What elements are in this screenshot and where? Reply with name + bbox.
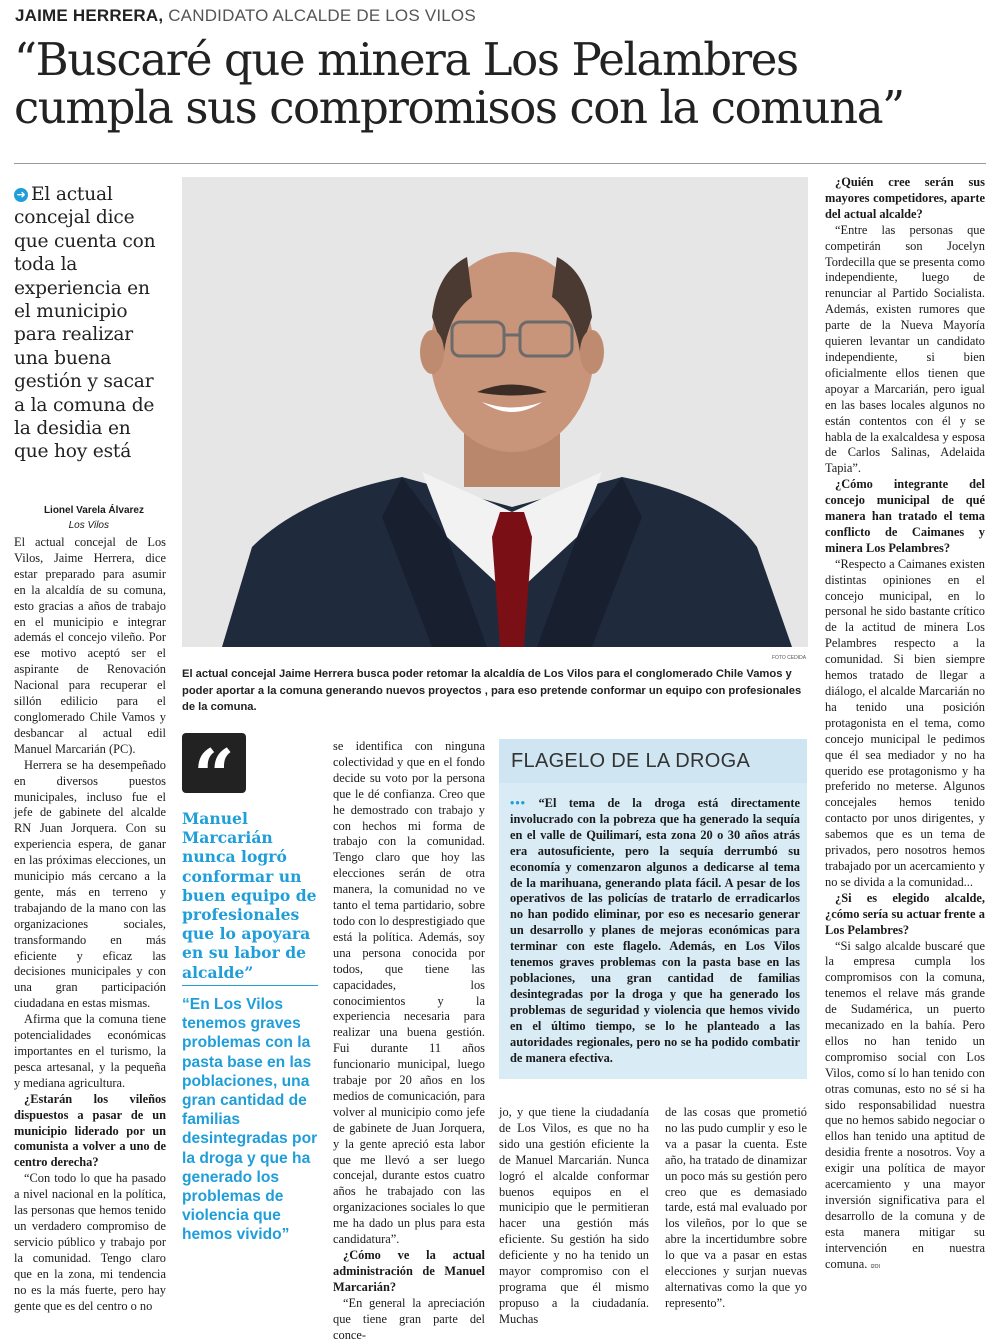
pull-quote-2: “En Los Vilos tenemos graves problemas con la pasta base en las poblaciones, una gran cantidad de familias desintegradas por la droga y que ha generado los problemas de violencia que hemos vivido” [182,996,318,1244]
lede [14,183,164,464]
column-3 [333,739,485,1343]
column-6 [825,175,985,1276]
bullet-dots-icon: ••• [510,796,527,810]
photo-credit: FOTO CEDIDA [772,655,807,661]
column-1 [14,535,166,1314]
byline-place: Los Vilos [68,520,109,531]
paragraph [825,939,985,1276]
paragraph-text: “Si salgo alcalde buscaré que la empresa cumpla los compromisos con la comuna, tenemos el relave más grande de Sudamérica, un puerto mecanizado en la bahía. Pero ellos no han tenido un compromiso social con Los Vilos, como sí lo han tenido con otras comunas, esto no sé si ha sido responsabilidad nuestra que no hemos sabido negociar o ellos han tenido una aptitud de desidia frente a nosotros. Voy a exigir una política de mayor acercamiento y una mayor inversión significativa para el desarrollo de la comuna y de esta manera mitigar su intervención en nuestra comuna. [825,938,985,1271]
paragraph: El actual concejal de Los Vilos, Jaime Herrera, dice estar preparado para asumir en la alcaldía de su comuna, esto gracias a años de trabajo en el municipio e integrar además el concejo vileño. Por ese motivo aceptó ser el aspirante de Renovación Nacional para recuperar el sillón edilicio para el conglomerado Chile Vamos y desbancar al actual edil Manuel Marcarián (PC). [14,535,166,756]
headline-line-1: “Buscaré que minera Los Pelambres [14,33,798,86]
headline [14,33,989,134]
interview-question: ¿Si es elegido alcalde, ¿cómo sería su actuar frente a Los Pelambres? [825,890,985,937]
paragraph: de las cosas que prometió no las pudo cumplir y eso le va a pasar la cuenta. Este año, ha tratado de dinamizar un poco más su gestión pero creo que es demasiado tarde, está mal evaluado por los vileños, por lo que se abre la incertidumbre sobre lo que va a pasar en estas elecciones y surjan nuevas alternativas como la que yo represento”. [665,1105,807,1310]
interview-question: ¿Cómo integrante del concejo municipal de qué manera han tratado el tema conflicto de Caimanes y minera Los Pelambres? [825,477,985,555]
headline-line-2: cumpla sus compromisos con la comuna” [14,81,904,134]
photo-caption: El actual concejal Jaime Herrera busca poder retomar la alcaldía de Los Vilos para el conglomerado Chile Vamos y poder aportar a la comuna generando nuevos proyectos , para eso pretende conformar un equipo con profesionales de la comuna. [182,668,802,713]
paragraph: jo, y que tiene la ciudadanía de Los Vilos, es que no ha sido una gestión eficiente la de Manuel Marcarián. Nunca logró el alcalde conformar buenos equipos en el municipio que le permitieran hacer una gestión más eficiente. Su gestión ha sido deficiente y no ha tenido un mayor compromiso con el programa que él mismo propuso a la ciudadanía. Muchas [499,1105,649,1326]
end-mark: I2OI [870,1263,880,1270]
arrow-right-icon: ➜ [14,188,28,202]
sidebar-box-text [510,796,800,1066]
sidebar-box-title-text: FLAGELO DE LA DROGA [511,750,751,772]
pull-quote-divider [182,985,318,986]
paragraph: Afirma que la comuna tiene potencialidades económicas importantes en el turismo, la pesca artesanal, y la pequeña y mediana agricultura. [14,1012,166,1090]
paragraph: se identifica con ninguna colectividad y que en el fondo decide su voto por la persona que le dé confianza. Creo que he demostrado con trabajo y con hechos mi forma de trabajo con la comunidad. Tengo claro que hoy las elecciones serán de otra manera, la comunidad no ve tanto el tema partidario, sobre todo con lo desprestigiado que está la política. Además, soy una persona conocida por todos, que tiene las capacidades, los conocimientos y la experiencia necesaria para realizar una buena gestión. Fui durante 11 años funcionario municipal, luego trabaje por 20 años en los medios de comunicación, para volver al municipio como jefe de gabinete de Juan Jorquera, y la gente apreció esta labor que me llevó a ser luego concejal, durante estos cuatro años he trabajado con las organizaciones sociales lo que me ha dado un plus para esta candidatura”. [333,739,485,1247]
candidate-photo [182,177,808,647]
paragraph: “Con todo lo que ha pasado a nivel nacional en la política, las personas que hemos tenido un verdadero compromiso de servicio público y trabajo por la comunidad. Tengo claro que en la zona, mi tendencia no es la más fuerte, pero hay gente que es del centro o no [14,1171,166,1313]
column-4 [499,1105,649,1328]
interview-question: ¿Cómo ve la actual administración de Manuel Marcarián? [333,1248,485,1294]
pull-quote-1: Manuel Marcarián nunca logró conformar un buen equipo de profesionales que lo apoyara en su labor de alcalde” [182,809,317,982]
quote-icon: “ [182,733,246,793]
paragraph: “Respecto a Caimanes existen distintas opiniones en el concejo municipal, en lo personal he sido bastante crítico de la actitud de minera Los Pelambres respecto a la comunidad. Si bien siempre hemos tratado de llegar a diálogo, el alcalde Marcarián no ha tenido una posición protagonista en el tema, como concejo municipal le pedimos que él sea mediador y no ha querido ese protagonismo y ha preferido no meterse. Algunos concejales hemos tenido contacto por unos dirigentes, y sabemos que es un tema de privados, pero nosotros hemos trabajado por un acercamiento y no se divida a la comunidad... [825,556,985,889]
byline-author: Lionel Varela Álvarez [43,505,144,516]
lede-text: El actual concejal dice que cuenta con toda la experiencia en el municipio para realizar una buena gestión y sacar a la comuna de la desidia en que hoy está [14,184,156,463]
column-5 [665,1105,807,1312]
interview-question: ¿Quién cree serán sus mayores competidores, aparte del actual alcalde? [825,175,985,221]
sidebar-box-body: “El tema de la droga está directamente involucrado con la pobreza que ha generado la sequía en el valle de Quilimarí, esta zona 20 o 30 años atrás era autosuficiente, pero la sequía derrumbó su economía y comenzaron algunos a dedicarse al tema de la marihuana, generando plata fácil. A pesar de los operativos de las policías de tratarlo de erradicarlos no han podido eliminar, por eso es necesario generar un desarrollo y planes de mejoras económicas para terminar con este flagelo. Además, en Los Vilos tenemos graves problemas con la pasta base en las poblaciones, una gran cantidad de familias desintegradas por la droga y que ha generado los problemas de seguridad y violencia que hemos vivido en el último tiempo, se lo he planteado a las autoridades regionales, pero no se ha podido combatir de manera efectiva. [510,796,800,1065]
kicker [15,6,476,26]
paragraph: “En general la apreciación que tiene gran parte del conce- [333,1295,485,1342]
kicker-name: JAIME HERRERA, [15,6,164,25]
paragraph: “Entre las personas que competirán son Jocelyn Tordecilla que se presenta como independiente, luego de renunciar al Partido Socialista. Además, existen rumores que parte de la Nueva Mayoría quieren levantar un candidato independiente, si bien oficialmente ellos tienen que apoyar a Marcarián, pero igual en las bases locales algunos no están contentos con él y se habla de la exalcaldesa y esposa de Carlos Salinas, Adelaida Tapia”. [825,222,985,476]
interview-question: ¿Estarán los vileños dispuestos a pasar de un municipio liderado por un comunista a volver a uno de centro derecha? [14,1091,166,1170]
kicker-role: CANDIDATO ALCALDE DE LOS VILOS [168,6,476,25]
sidebar-box-title [499,739,807,783]
paragraph: Herrera se ha desempeñado en diversos puestos municipales, incluso fue el jefe de gabinete del alcalde RN Juan Jorquera. Con su experiencia espera, de ganar en las próximas elecciones, un municipio más cercano a la gente, más en terreno y trabajando de la mano con las organizaciones sociales, transformando en más eficiente y eficaz las decisiones municipales y con una gran participación ciudadana en estas mismas. [14,757,166,1011]
headline-divider [14,163,986,164]
